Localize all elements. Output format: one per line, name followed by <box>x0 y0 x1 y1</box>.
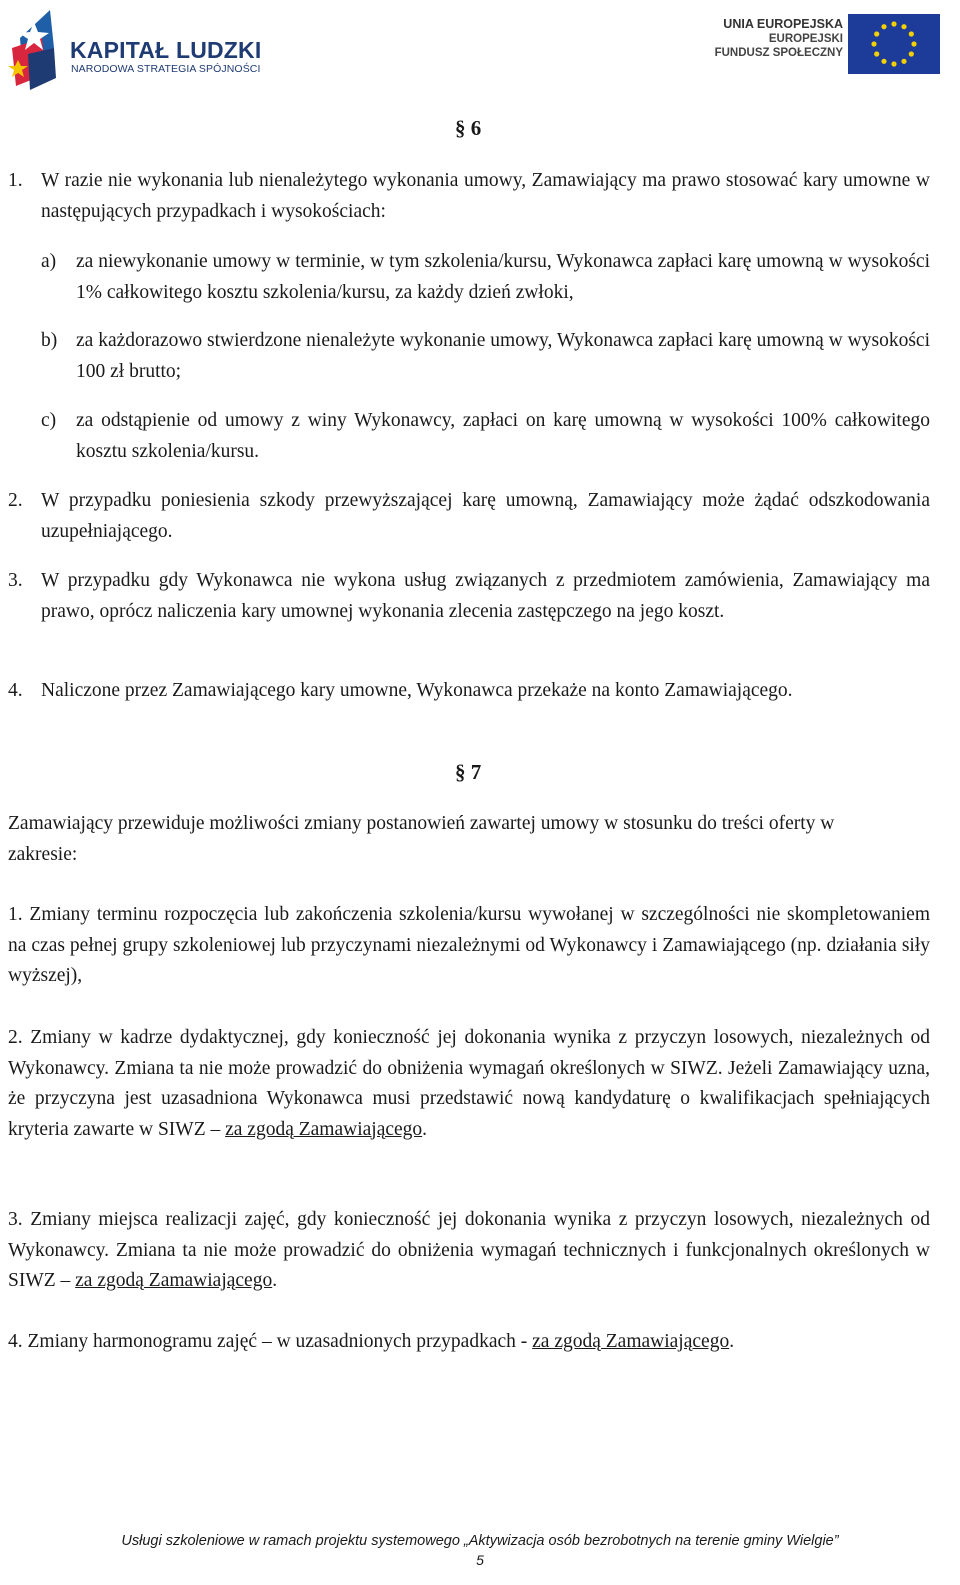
item-letter: c) <box>41 410 57 431</box>
item-text: za odstąpienie od umowy z winy Wykonawcy, zapłaci on karę umowną w wysokości 100% całkowitego kosztu szkolenia/kursu. <box>76 410 930 462</box>
section-7-paragraph-4 <box>8 1327 930 1358</box>
paragraph-end: . <box>729 1331 735 1352</box>
section-7-paragraph-1: 1. Zmiany terminu rozpoczęcia lub zakończenia szkolenia/kursu wywołanej w szczególności nie skompletowaniem na czas pełnej grupy szkoleniowej lub przyczynami niezależnymi od Wykonawcy i Zamawiającego (np. działania siły wyższej), <box>8 904 930 986</box>
consent-phrase: za zgodą Zamawiającego <box>75 1270 273 1291</box>
section-7-intro: Zamawiający przewiduje możliwości zmiany postanowień zawartej umowy w stosunku do treści oferty w zakresie: <box>8 813 835 865</box>
eu-logo-text <box>715 17 843 60</box>
paragraph-number: 1. <box>8 170 23 191</box>
paragraph-text: 4. Zmiany harmonogramu zajęć – w uzasadnionych przypadkach - <box>8 1331 528 1352</box>
paragraph-text: W razie nie wykonania lub nienależytego wykonania umowy, Zamawiający ma prawo stosować kary umowne w następujących przypadkach i wysokościach: <box>41 170 930 222</box>
paragraph-end: . <box>272 1270 278 1291</box>
kapital-ludzki-logo <box>8 8 262 98</box>
consent-phrase: za zgodą Zamawiającego <box>532 1331 730 1352</box>
paragraph-number: 4. <box>8 680 23 701</box>
eu-logo-line3: FUNDUSZ SPOŁECZNY <box>714 47 843 59</box>
section-7-paragraph-3 <box>8 1205 930 1297</box>
section-6-paragraph-1 <box>8 166 930 227</box>
paragraph-end: . <box>422 1118 428 1140</box>
item-text: za każdorazowo stwierdzone nienależyte wykonanie umowy, Wykonawca zapłaci karę umowną w wysokości 100 zł brutto; <box>76 330 930 382</box>
paragraph-text: 3. Zmiany miejsca realizacji zajęć, gdy konieczność jej dokonania wynika z przyczyn losowych, niezależnych od Wykonawcy. Zmiana ta nie może prowadzić do obniżenia wymagań technicznych i funkcjonalnych określonych w SIWZ – <box>8 1209 930 1291</box>
paragraph-text: 2. Zmiany w kadrze dydaktycznej, gdy konieczność jej dokonania wynika z przyczyn losowych, niezależnych od Wykonawcy. Zmiana ta nie może prowadzić do obniżenia wymagań określonych w SIWZ. Jeżeli Zamawiający uzna, że przyczyna jest uzasadniona Wykonawca musi przedstawić nową kandydaturę o kwalifikacjach spełniających kryteria zawarte w SIWZ – <box>8 1027 930 1140</box>
logo-subtitle: NARODOWA STRATEGIA SPÓJNOŚCI <box>71 63 261 75</box>
consent-phrase: za zgodą Zamawiającego <box>225 1118 423 1140</box>
paragraph-text: Naliczone przez Zamawiającego kary umowne, Wykonawca przekaże na konto Zamawiającego. <box>41 680 793 701</box>
footer-page-number: 5 <box>476 1552 484 1568</box>
section-6-item-c <box>41 406 930 467</box>
paragraph-number: 3. <box>8 570 23 591</box>
eu-logo-line1: UNIA EUROPEJSKA <box>723 17 843 31</box>
section-7-heading: § 7 <box>455 760 482 784</box>
item-letter: b) <box>41 330 58 351</box>
section-6-heading: § 6 <box>455 116 482 140</box>
paragraph-text: W przypadku poniesienia szkody przewyższającej karę umowną, Zamawiający może żądać odszkodowania uzupełniającego. <box>41 490 930 542</box>
logo-title: KAPITAŁ LUDZKI <box>70 37 262 63</box>
eu-flag-icon <box>848 14 940 74</box>
eu-logo-line2: EUROPEJSKI <box>768 33 843 45</box>
kapital-ludzki-emblem-icon <box>8 8 66 92</box>
section-6-item-a <box>41 247 930 308</box>
item-text: za niewykonanie umowy w terminie, w tym szkolenia/kursu, Wykonawca zapłaci karę umowną w wysokości 1% całkowitego kosztu szkolenia/kursu, za każdy dzień zwłoki, <box>76 251 930 303</box>
paragraph-number: 2. <box>8 490 23 511</box>
section-7-paragraph-2 <box>8 1023 930 1145</box>
eu-logo <box>714 14 940 76</box>
item-letter: a) <box>41 251 57 272</box>
paragraph-text: W przypadku gdy Wykonawca nie wykona usług związanych z przedmiotem zamówienia, Zamawiający ma prawo, oprócz naliczenia kary umownej wykonania zlecenia zastępczego na jego koszt. <box>41 570 930 622</box>
footer-project-text: Usługi szkoleniowe w ramach projektu systemowego „Aktywizacja osób bezrobotnych na terenie gminy Wielgie” <box>121 1533 839 1549</box>
section-6-paragraph-3 <box>8 566 930 627</box>
section-6-paragraph-2 <box>8 486 930 547</box>
section-6-item-b <box>41 326 930 387</box>
section-6-paragraph-4 <box>8 676 943 707</box>
